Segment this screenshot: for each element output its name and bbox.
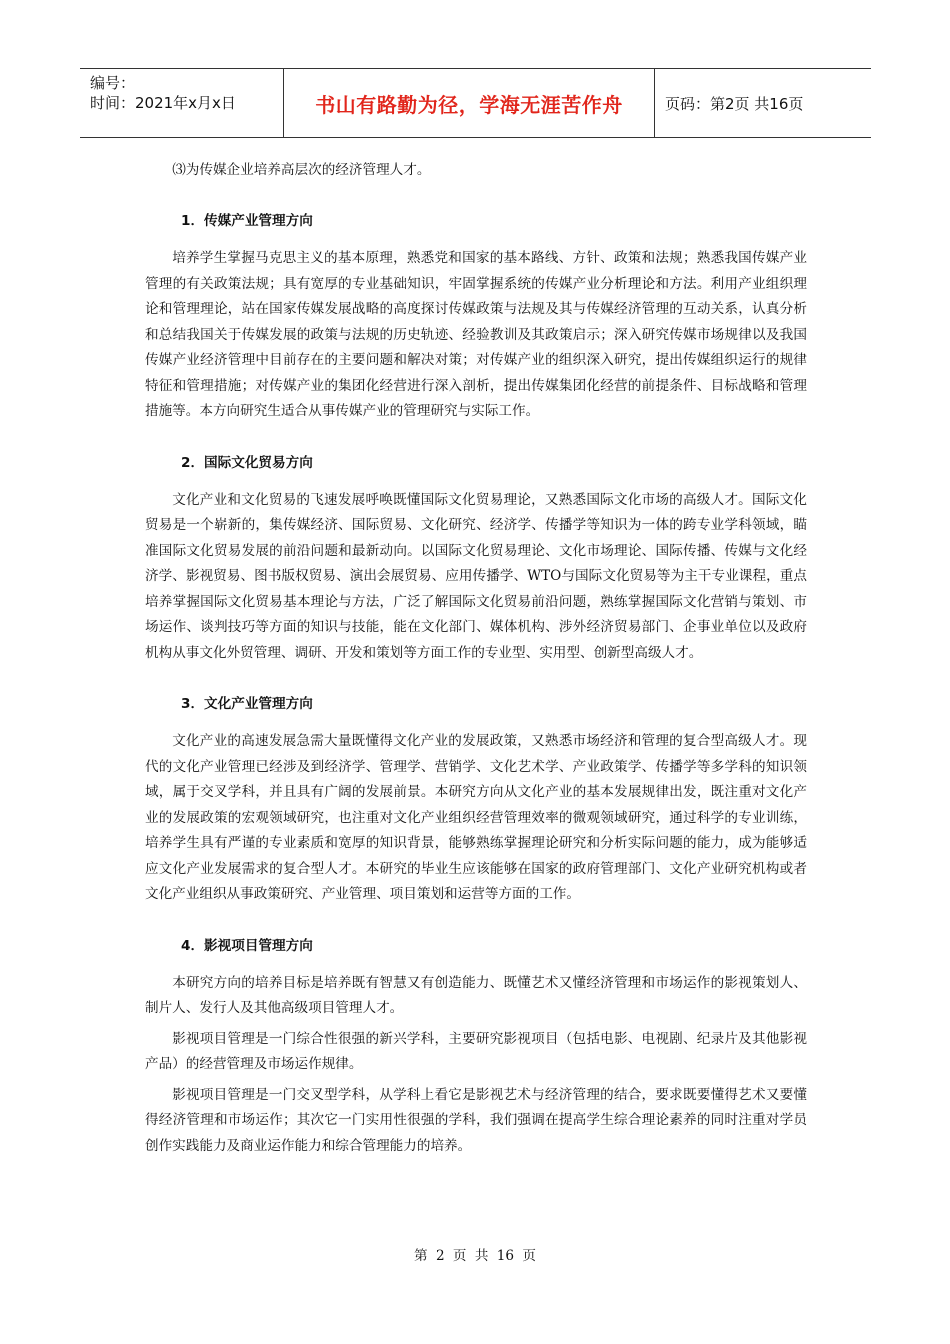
header-meta (80, 69, 283, 137)
section-paragraph: 影视项目管理是一门交叉型学科，从学科上看它是影视艺术与经济管理的结合，要求既要懂得艺术又要懂得经济管理和市场运作；其次它一门实用性很强的学科，我们强调在提高学生综合理论素养的同时注重对学员创作实践能力及商业运作能力和综合管理能力的培养。 (145, 1086, 807, 1154)
document-body (145, 158, 807, 1159)
section-paragraph: 影视项目管理是一门综合性很强的新兴学科，主要研究影视项目（包括电影、电视剧、纪录片及其他影视产品）的经营管理及市场运作规律。 (145, 1030, 807, 1072)
section-1 (145, 209, 807, 425)
section-2 (145, 451, 807, 667)
section-paragraph: 文化产业和文化贸易的飞速发展呼唤既懂国际文化贸易理论，又熟悉国际文化市场的高级人才。国际文化贸易是一个崭新的，集传媒经济、国际贸易、文化研究、经济学、传播学等知识为一体的跨专业学科领域，瞄准国际文化贸易发展的前沿问题和最新动向。以国际文化贸易理论、文化市场理论、国际传播、传媒与文化经济学、影视贸易、图书版权贸易、演出会展贸易、应用传播学、WTO与国际文化贸易等为主干专业课程，重点培养掌握国际文化贸易基本理论与方法，广泛了解国际文化贸易前沿问题，熟练掌握国际文化营销与策划、市场运作、谈判技巧等方面的知识与技能，能在文化部门、媒体机构、涉外经济贸易部门、企事业单位以及政府机构从事文化外贸管理、调研、开发和策划等方面工作的专业型、实用型、创新型高级人才。 (145, 491, 807, 661)
section-heading: 4．影视项目管理方向 (181, 937, 313, 954)
document-date: 时间：2021年x月x日 (90, 94, 236, 112)
header-page-info: 页码：第2页 共16页 (665, 94, 804, 113)
section-paragraph: 本研究方向的培养目标是培养既有智慧又有创造能力、既懂艺术又懂经济管理和市场运作的影视策划人、制片人、发行人及其他高级项目管理人才。 (145, 974, 807, 1016)
section-paragraph: 培养学生掌握马克思主义的基本原理，熟悉党和国家的基本路线、方针、政策和法规；熟悉我国传媒产业管理的有关政策法规；具有宽厚的专业基础知识，牢固掌握系统的传媒产业分析理论和方法。利用产业组织理论和管理理论，站在国家传媒发展战略的高度探讨传媒政策与法规及其与传媒经济管理的互动关系，认真分析和总结我国关于传媒发展的政策与法规的历史轨迹、经验教训及其政策启示；深入研究传媒市场规律以及我国传媒产业经济管理中目前存在的主要问题和解决对策；对传媒产业的组织深入研究，提出传媒组织运行的规律特征和管理措施；对传媒产业的集团化经营进行深入剖析，提出传媒集团化经营的前提条件、目标战略和管理措施等。本方向研究生适合从事传媒产业的管理研究与实际工作。 (145, 250, 807, 419)
section-4 (145, 934, 807, 1160)
header-motto: 书山有路勤为径，学海无涯苦作舟 (283, 69, 655, 137)
section-heading: 1．传媒产业管理方向 (181, 213, 313, 229)
document-number-label: 编号： (90, 74, 136, 92)
section-paragraph: 文化产业的高速发展急需大量既懂得文化产业的发展政策，又熟悉市场经济和管理的复合型高级人才。现代的文化产业管理已经涉及到经济学、管理学、营销学、文化艺术学、产业政策学、传播学等多学科的知识领域，属于交叉学科，并且具有广阔的发展前景。本研究方向从文化产业的基本发展规律出发，既注重对文化产业的发展政策的宏观领域研究，也注重对文化产业组织经营管理效率的微观领域研究，通过科学的专业训练，培养学生具有严谨的专业素质和宽厚的知识背景，能够熟练掌握理论研究和分析实际问题的能力，成为能够适应文化产业发展需求的复合型人才。本研究的毕业生应该能够在国家的政府管理部门、文化产业研究机构或者文化产业组织从事政策研究、产业管理、项目策划和运营等方面的工作。 (145, 733, 807, 902)
page-footer: 第 2 页 共 16 页 (414, 1248, 536, 1264)
page-header (80, 68, 871, 138)
section-3 (145, 692, 807, 908)
section-heading: 3．文化产业管理方向 (181, 696, 313, 712)
section-heading: 2．国际文化贸易方向 (181, 454, 313, 471)
intro-list-item: ⑶为传媒企业培养高层次的经济管理人才。 (172, 162, 431, 178)
